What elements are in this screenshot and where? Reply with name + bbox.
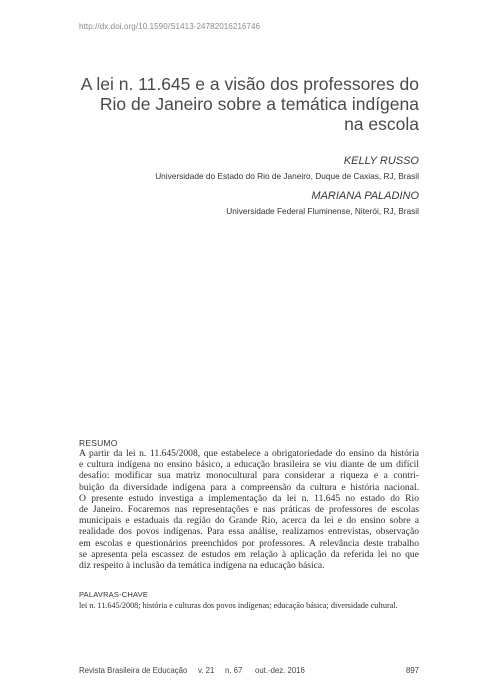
title-line: na escola (344, 114, 419, 134)
abstract-line: municipais e estaduais da região do Grande Rio, acerca da lei e do ensino sobre a (79, 515, 419, 527)
title-line: Rio de Janeiro sobre a temática indígena (99, 94, 419, 114)
abstract-line: A partir da lei n. 11.645/2008, que estabelece a obrigatoriedade do ensino da história (79, 448, 419, 459)
article-title (59, 74, 419, 134)
abstract-line: desafio: modificar sua matriz monocultural para considerar a riqueza e a contri- (79, 470, 419, 482)
abstract-line: O presente estudo investiga a implementação da lei n. 11.645 no estado do Rio (79, 492, 419, 504)
doi-link[interactable]: http://dx.doi.org/10.1590/S1413-24782016216746 (79, 22, 261, 31)
author-affiliation: Universidade Federal Fluminense, Niterói, RJ, Brasil (226, 206, 419, 216)
abstract-line: diz respeito à inclusão da temática indígena na educação básica. (79, 560, 325, 572)
journal-volume: v. 21 (198, 666, 215, 675)
abstract-line: se apresenta pela escassez de estudos em relação à aplicação da referida lei no que (79, 548, 419, 560)
keywords-text: lei n. 11.645/2008; história e culturas dos povos indígenas; educação básica; diversidade cultural. (79, 601, 398, 610)
author-name: KELLY RUSSO (343, 155, 419, 167)
abstract-line: em escolas e questionários preenchidos por professores. A relevância deste trabalho (79, 537, 419, 549)
page-number: 897 (405, 666, 419, 675)
keywords-label: PALAVRAS-CHAVE (79, 590, 149, 599)
author-affiliation: Universidade do Estado do Rio de Janeiro, Duque de Caxias, RJ, Brasil (155, 171, 419, 181)
journal-number: n. 67 (225, 666, 243, 675)
author-name: MARIANA PALADINO (311, 190, 419, 202)
abstract-line: de Janeiro. Focaremos nas representações e nas práticas de professores de escolas (79, 504, 419, 516)
abstract-line: e cultura indígena no ensino básico, a educação brasileira se viu diante de um difícil (79, 459, 419, 471)
journal-period: out.-dez. 2016 (255, 666, 305, 675)
abstract-text (79, 448, 419, 571)
abstract-label: RESUMO (79, 438, 118, 448)
journal-name: Revista Brasileira de Educação (79, 666, 188, 675)
abstract-line: realidade dos povos indígenas. Para essa análise, realizamos entrevistas, observação (79, 526, 419, 538)
title-line: A lei n. 11.645 e a visão dos professores do (80, 74, 419, 94)
abstract-line: buição da diversidade indígena para a compreensão da cultura e história nacional. (79, 481, 419, 493)
